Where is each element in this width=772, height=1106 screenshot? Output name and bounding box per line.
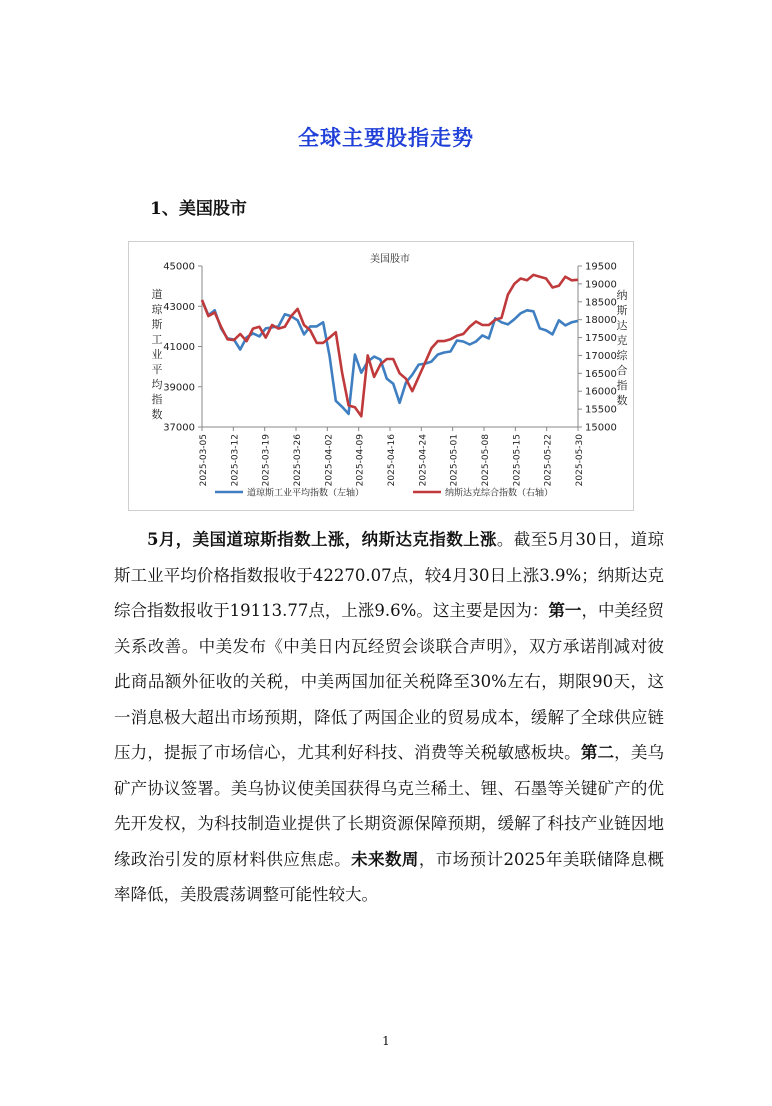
left-tick-label: 39000 bbox=[163, 382, 195, 394]
lead-sentence: 5月，美国道琼斯指数上涨，纳斯达克指数上涨 bbox=[147, 530, 497, 549]
right-tick-label: 18500 bbox=[585, 297, 617, 309]
x-tick-label: 2025-05-30 bbox=[575, 434, 585, 487]
x-tick-label: 2025-03-26 bbox=[293, 434, 303, 487]
legend-label: 道琼斯工业平均指数（左轴） bbox=[247, 488, 365, 499]
second-point: 第二 bbox=[580, 743, 615, 762]
body-text bbox=[114, 522, 664, 913]
left-tick-label: 41000 bbox=[163, 342, 195, 353]
right-tick-label: 17000 bbox=[585, 350, 617, 362]
x-tick-label: 2025-03-05 bbox=[199, 434, 209, 487]
series-line-dow bbox=[202, 300, 578, 414]
left-axis-title: 道琼斯工业平均指数 bbox=[151, 288, 163, 421]
page-number: 1 bbox=[382, 1034, 390, 1048]
left-tick-label: 45000 bbox=[163, 261, 195, 273]
right-tick-label: 16500 bbox=[585, 368, 617, 380]
right-tick-label: 19000 bbox=[585, 279, 617, 291]
x-tick-label: 2025-05-22 bbox=[543, 434, 554, 487]
right-tick-label: 15000 bbox=[585, 422, 617, 434]
text-run: 。截至5月30日，道琼斯工业平均价格指数报收于42270.07点，较4月30日上涨3.9%；纳斯达克综合指数报收于19113.77点，上涨9.6%。这主要是因为： bbox=[114, 530, 665, 620]
right-tick-label: 17500 bbox=[585, 333, 617, 345]
x-tick-label: 2025-05-01 bbox=[449, 434, 460, 487]
x-tick-label: 2025-04-24 bbox=[418, 434, 429, 487]
right-tick-label: 18000 bbox=[585, 315, 617, 327]
x-tick-label: 2025-03-19 bbox=[261, 434, 272, 487]
x-tick-label: 2025-05-15 bbox=[512, 434, 523, 487]
x-tick-label: 2025-04-16 bbox=[387, 434, 397, 487]
right-tick-label: 16000 bbox=[585, 386, 617, 398]
x-tick-label: 2025-04-02 bbox=[324, 434, 335, 487]
x-tick-label: 2025-03-12 bbox=[230, 434, 241, 487]
paragraph bbox=[114, 522, 664, 913]
chart-svg bbox=[129, 242, 633, 510]
left-tick-label: 43000 bbox=[163, 301, 195, 313]
first-point: 第一 bbox=[548, 601, 582, 620]
left-tick-label: 37000 bbox=[163, 422, 195, 434]
right-axis-title: 纳斯达克综合指数 bbox=[616, 289, 628, 407]
x-tick-label: 2025-05-08 bbox=[481, 434, 491, 487]
page-title: 全球主要股指走势 bbox=[298, 125, 474, 150]
section-heading: 1、美国股市 bbox=[150, 199, 247, 219]
right-tick-label: 19500 bbox=[585, 261, 617, 273]
future-outlook: 未来数周 bbox=[351, 849, 419, 869]
text-run: ，市场预计2025年美联储降息概率降低，美股震荡调整可能性较大。 bbox=[114, 849, 665, 904]
chart-title: 美国股市 bbox=[370, 254, 410, 265]
series-line-nasdaq bbox=[202, 275, 578, 416]
us-stock-chart bbox=[128, 241, 634, 511]
legend-label: 纳斯达克综合指数（右轴） bbox=[445, 488, 554, 499]
x-tick-label: 2025-04-09 bbox=[355, 434, 366, 487]
text-run: ，美乌矿产协议签署。美乌协议使美国获得乌克兰稀土、锂、石墨等关键矿产的优先开发权，为科技制造业提供了长期资源保障预期，缓解了科技产业链因地缘政治引发的原材料供应焦虑。 bbox=[114, 743, 664, 869]
text-run: ，中美经贸关系改善。中美发布《中美日内瓦经贸会谈联合声明》，双方承诺削减对彼此商品额外征收的关税，中美两国加征关税降至30%左右，期限90天，这一消息极大超出市场预期，降低了两国企业的贸易成本，缓解了全球供应链压力，提振了市场信心，尤其利好科技、消费等关税敏感板块。 bbox=[114, 601, 665, 762]
right-tick-label: 15500 bbox=[585, 404, 617, 416]
